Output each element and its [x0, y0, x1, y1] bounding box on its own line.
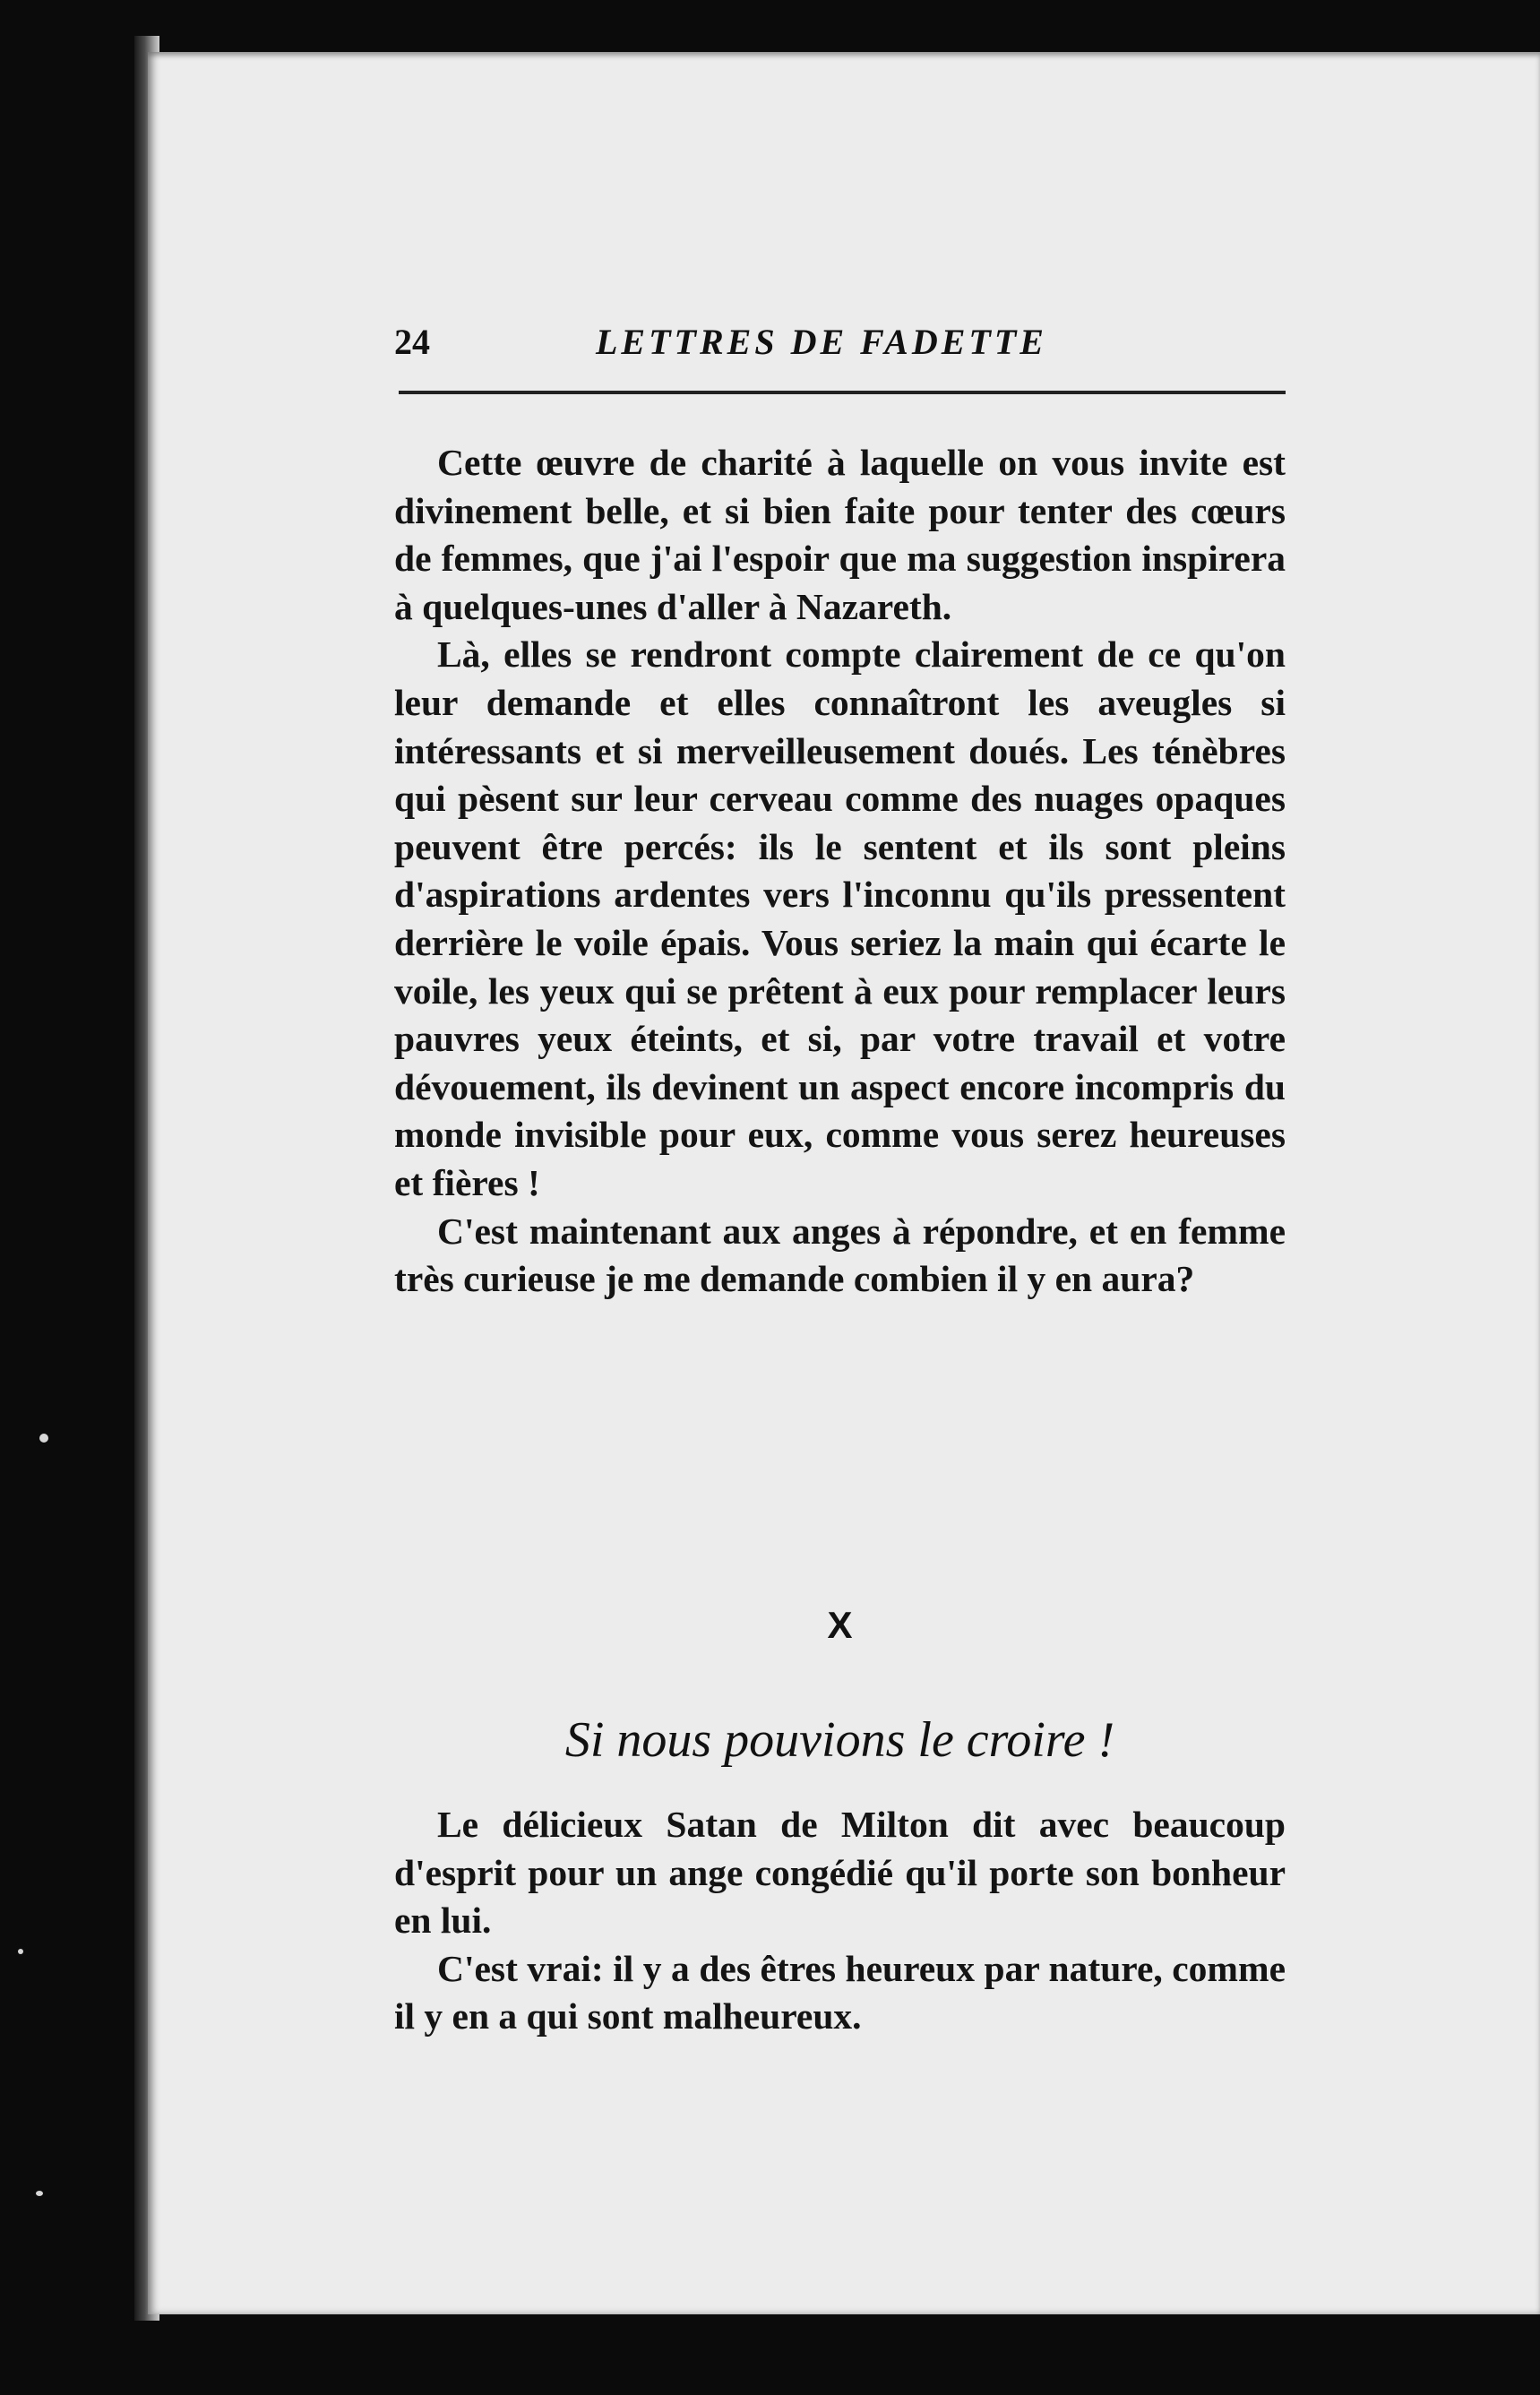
paragraph: C'est maintenant aux anges à répondre, et en femme très curieuse je me demande combien il y en aura? — [394, 1210, 1286, 1300]
header-divider — [399, 391, 1286, 394]
section-title: Si nous pouvions le croire ! — [564, 1712, 1115, 1768]
scan-speck — [36, 2191, 43, 2196]
paragraph: C'est vrai: il y a des êtres heureux par nature, comme il y en a qui sont malheureux. — [394, 1947, 1286, 2037]
paragraph: Cette œuvre de charité à laquelle on vous invite est divinement belle, et si bien faite pour tenter des cœurs de femmes, que j'ai l'espoir que ma suggestion inspirera à quelques-unes d'aller à Nazareth. — [394, 442, 1286, 627]
body-text-second — [394, 1801, 1286, 2041]
page-number: 24 — [394, 322, 430, 362]
paragraph: Le délicieux Satan de Milton dit avec beaucoup d'esprit pour un ange congédié qu'il porte son bonheur en lui. — [394, 1804, 1286, 1942]
scan-speck — [18, 1949, 23, 1954]
paragraph: Là, elles se rendront compte clairement de ce qu'on leur demande et elles connaîtront les aveugles si intéressants et si merveilleusement doués. Les ténèbres qui pèsent sur leur cerveau comme des nuages opaques peuvent être percés: ils le sentent et ils sont pleins d'aspirations ardentes vers l'inconnu qu'ils pressentent derrière le voile épais. Vous seriez la main qui écarte le voile, les yeux qui se prêtent à eux pour remplacer leurs pauvres yeux éteints, et si, par votre travail et votre dévouement, ils devinent un aspect encore incompris du monde invisible pour eux, comme vous serez heureuses et fières ! — [394, 633, 1286, 1203]
body-text-first — [394, 439, 1286, 1304]
scan-speck — [39, 1434, 48, 1443]
running-title: LETTRES DE FADETTE — [596, 322, 1047, 362]
section-number: X — [827, 1604, 853, 1646]
page-header — [394, 321, 1290, 375]
